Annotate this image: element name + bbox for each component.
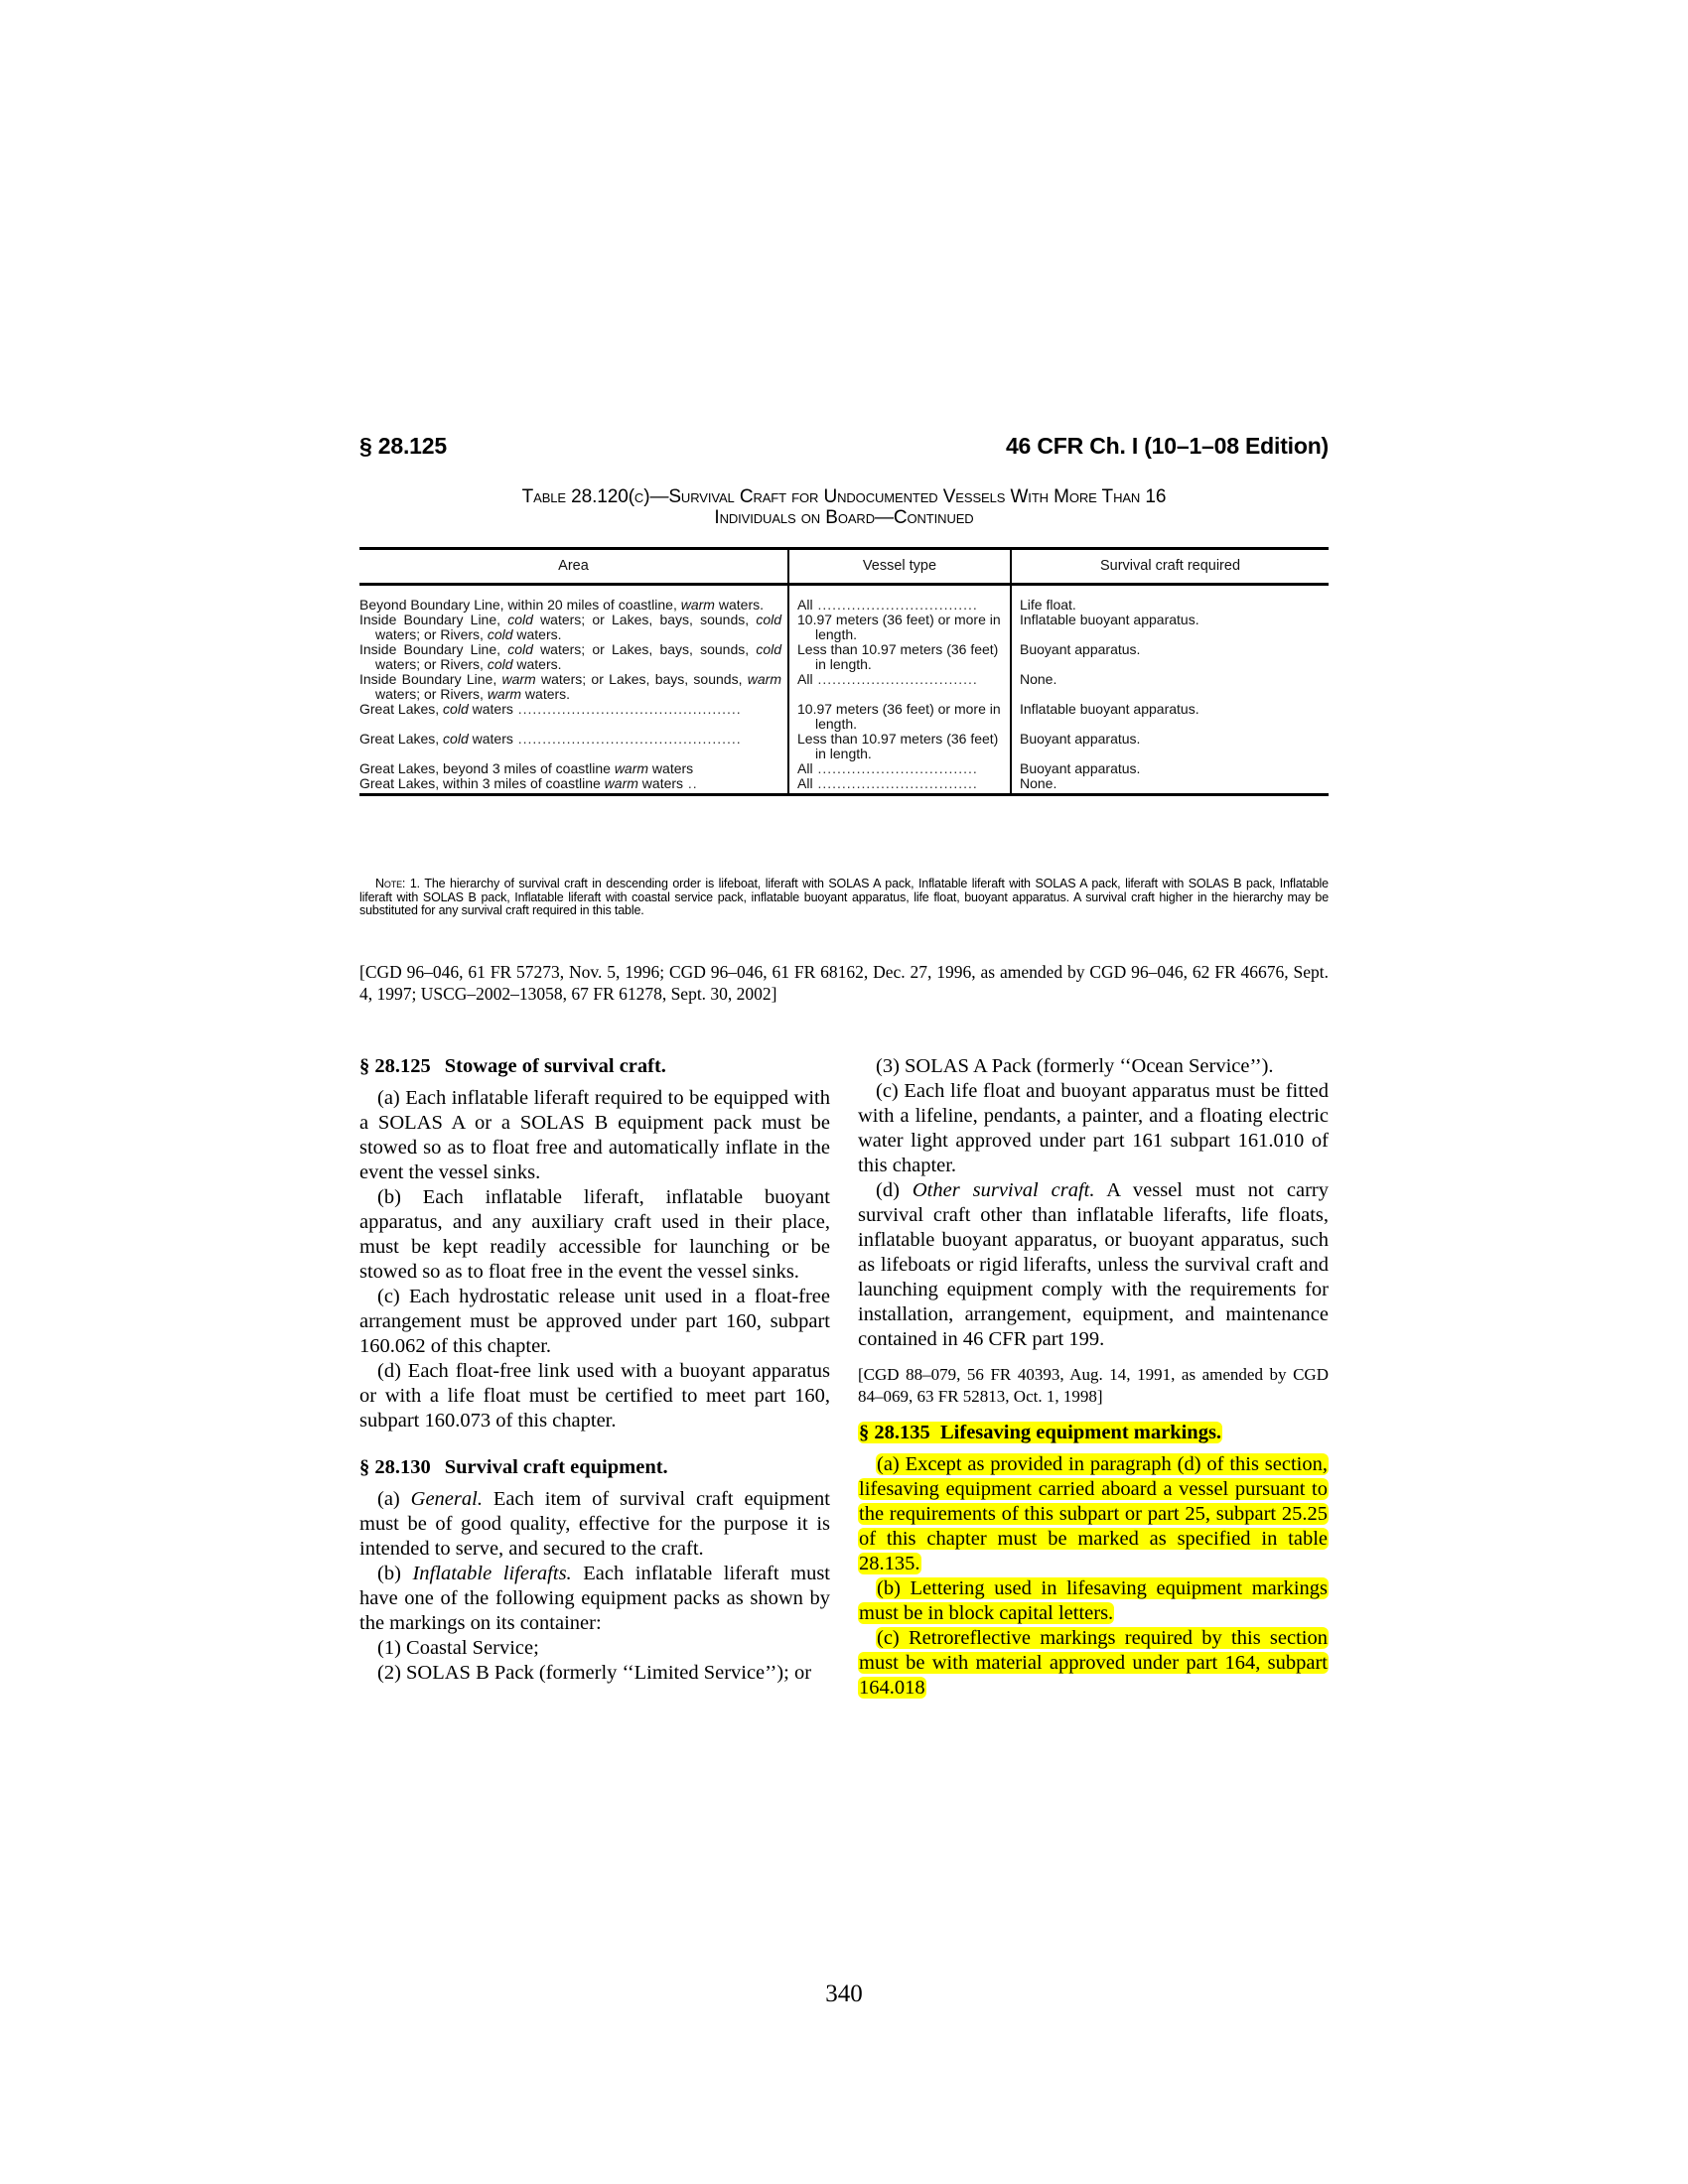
cell-survival-craft: Inflatable buoyant apparatus.	[1011, 702, 1329, 732]
section-heading-28-135	[858, 1421, 1329, 1444]
section-number: § 28.125	[359, 1055, 431, 1077]
cell-vessel-type: All .................................	[788, 761, 1011, 776]
cell-area: Beyond Boundary Line, within 20 miles of coastline, warm waters.	[359, 597, 764, 613]
highlight-mark: (b) Lettering used in lifesaving equipment markings must be in block capital letters.	[859, 1577, 1328, 1624]
running-header	[359, 433, 1329, 465]
table-row	[359, 613, 1329, 642]
table-body	[359, 585, 1329, 795]
survival-craft-table	[359, 547, 1329, 796]
cell-vessel-type: All .................................	[788, 672, 1011, 702]
highlight-mark: (a) Except as provided in paragraph (d) of this section, lifesaving equipment carried aboard a vessel pursuant to the requirements of this subpart or part 25, subpart 25.25 of this chapter must be marked as specified in table 28.135.	[859, 1453, 1328, 1574]
section-heading-28-130	[359, 1455, 830, 1479]
cell-area: Great Lakes, cold waters ..............................................	[359, 731, 742, 747]
cell-vessel-type: All .................................	[788, 585, 1011, 614]
table-header-row	[359, 549, 1329, 585]
paragraph-28-135-a	[858, 1452, 1329, 1576]
section-title: Survival craft equipment.	[444, 1456, 668, 1478]
table-row	[359, 761, 1329, 776]
cell-survival-craft: Life float.	[1011, 585, 1329, 614]
cell-vessel-type: Less than 10.97 meters (36 feet) in length.	[788, 642, 1011, 672]
note-text: 1. The hierarchy of survival craft in descending order is lifeboat, liferaft with SOLAS A pack, Inflatable liferaft with SOLAS A pack, liferaft with SOLAS B pack, Inflatable liferaft with SOLAS B pack, Inflatable liferaft with coastal service pack, inflatable buoyant apparatus, life float, buoyant apparatus. A survival craft higher in the hierarchy may be substituted for any survival craft required in this table.	[359, 877, 1329, 917]
table-row	[359, 672, 1329, 702]
highlight-mark: (c) Retroreflective markings required by this section must be with material approved under part 164, subpart 164.018	[859, 1627, 1328, 1699]
table-title-line-2: Individuals on Board—Continued	[714, 507, 974, 528]
cell-survival-craft: None.	[1011, 672, 1329, 702]
page-number: 340	[825, 1980, 863, 2007]
paragraph-28-130-c: (c) Each life float and buoyant apparatus must be fitted with a lifeline, pendants, a painter, and a floating electric water light approved under part 161 subpart 161.010 of this chapter.	[858, 1080, 1329, 1176]
cell-vessel-type: All .................................	[788, 776, 1011, 795]
section-28-130-citation: [CGD 88–079, 56 FR 40393, Aug. 14, 1991, as amended by CGD 84–069, 63 FR 52813, Oct. 1, 1998]	[858, 1365, 1329, 1406]
left-column	[359, 1054, 830, 1686]
cell-survival-craft: Inflatable buoyant apparatus.	[1011, 613, 1329, 642]
paragraph-28-135-c	[858, 1626, 1329, 1701]
column-header-vessel-type: Vessel type	[788, 549, 1011, 585]
cell-survival-craft: None.	[1011, 776, 1329, 795]
paragraph-28-125-a: (a) Each inflatable liferaft required to be equipped with a SOLAS A or a SOLAS B equipment pack must be stowed so as to float free and automatically inflate in the event the vessel sinks.	[359, 1087, 830, 1183]
cell-survival-craft: Buoyant apparatus.	[1011, 732, 1329, 761]
section-heading-28-125	[359, 1054, 830, 1078]
cell-area: Great Lakes, within 3 miles of coastline warm waters ..	[359, 776, 788, 795]
cell-area: Inside Boundary Line, cold waters; or Lakes, bays, sounds, cold waters; or Rivers, cold waters.	[359, 641, 781, 672]
table-title-line-1: Table 28.120(c)—Survival Craft for Undocumented Vessels With More Than 16	[521, 486, 1167, 507]
paragraph-28-130-a: (a) General. Each item of survival craft equipment must be of good quality, effective for the purpose it is intended to serve, and secured to the craft.	[359, 1488, 830, 1560]
paragraph-28-135-b	[858, 1576, 1329, 1626]
section-title: Stowage of survival craft.	[444, 1055, 666, 1077]
table-note	[359, 878, 1329, 918]
header-section-number: § 28.125	[359, 433, 447, 459]
right-column	[858, 1054, 1329, 1701]
cell-area: Inside Boundary Line, cold waters; or Lakes, bays, sounds, cold waters; or Rivers, cold waters.	[359, 612, 781, 642]
highlighted-heading: § 28.135 Lifesaving equipment markings.	[859, 1422, 1222, 1443]
table-title	[359, 486, 1329, 528]
paragraph-28-130-b1: (1) Coastal Service;	[377, 1637, 539, 1659]
cell-vessel-type: Less than 10.97 meters (36 feet) in length.	[788, 732, 1011, 761]
paragraph-28-130-b3: (3) SOLAS A Pack (formerly ‘‘Ocean Service’’).	[876, 1055, 1274, 1077]
cell-survival-craft: Buoyant apparatus.	[1011, 761, 1329, 776]
table-row	[359, 702, 1329, 732]
paragraph-28-125-b: (b) Each inflatable liferaft, inflatable buoyant apparatus, and any auxiliary craft used in their place, must be kept readily accessible for launching or be stowed so as to float free in the event the vessel sinks.	[359, 1186, 830, 1283]
source-citation: [CGD 96–046, 61 FR 57273, Nov. 5, 1996; CGD 96–046, 61 FR 68162, Dec. 27, 1996, as amended by CGD 96–046, 62 FR 46676, Sept. 4, 1997; USCG–2002–13058, 67 FR 61278, Sept. 30, 2002]	[359, 962, 1329, 1004]
column-header-area: Area	[359, 549, 788, 585]
cell-survival-craft: Buoyant apparatus.	[1011, 642, 1329, 672]
table-row	[359, 776, 1329, 795]
cell-vessel-type: 10.97 meters (36 feet) or more in length.	[788, 702, 1011, 732]
cell-area: Great Lakes, cold waters ..............................................	[359, 701, 742, 717]
header-edition: 46 CFR Ch. I (10–1–08 Edition)	[1005, 433, 1329, 459]
column-header-survival-craft: Survival craft required	[1011, 549, 1329, 585]
note-label: Note:	[375, 877, 406, 890]
table-row	[359, 585, 1329, 614]
cell-vessel-type: 10.97 meters (36 feet) or more in length.	[788, 613, 1011, 642]
cell-area: Great Lakes, beyond 3 miles of coastline warm waters	[359, 760, 694, 776]
paragraph-28-125-c: (c) Each hydrostatic release unit used in a float-free arrangement must be approved under part 160, subpart 160.062 of this chapter.	[359, 1286, 830, 1357]
paragraph-28-130-b: (b) Inflatable liferafts. Each inflatable liferaft must have one of the following equipment packs as shown by the markings on its container:	[359, 1563, 830, 1634]
paragraph-28-125-d: (d) Each float-free link used with a buoyant apparatus or with a life float must be certified to meet part 160, subpart 160.073 of this chapter.	[359, 1360, 830, 1432]
paragraph-28-130-d: (d) Other survival craft. A vessel must not carry survival craft other than inflatable liferafts, life floats, inflatable buoyant apparatus, or buoyant apparatus, such as lifeboats or rigid liferafts, unless the survival craft and launching equipment comply with the requirements for installation, arrangement, equipment, and maintenance contained in 46 CFR part 199.	[858, 1179, 1330, 1350]
cell-area: Inside Boundary Line, warm waters; or Lakes, bays, sounds, warm waters; or Rivers, warm waters.	[359, 671, 781, 702]
paragraph-28-130-b2: (2) SOLAS B Pack (formerly ‘‘Limited Service’’); or	[377, 1662, 812, 1684]
section-number: § 28.130	[359, 1456, 431, 1478]
table-row	[359, 732, 1329, 761]
table-row	[359, 642, 1329, 672]
